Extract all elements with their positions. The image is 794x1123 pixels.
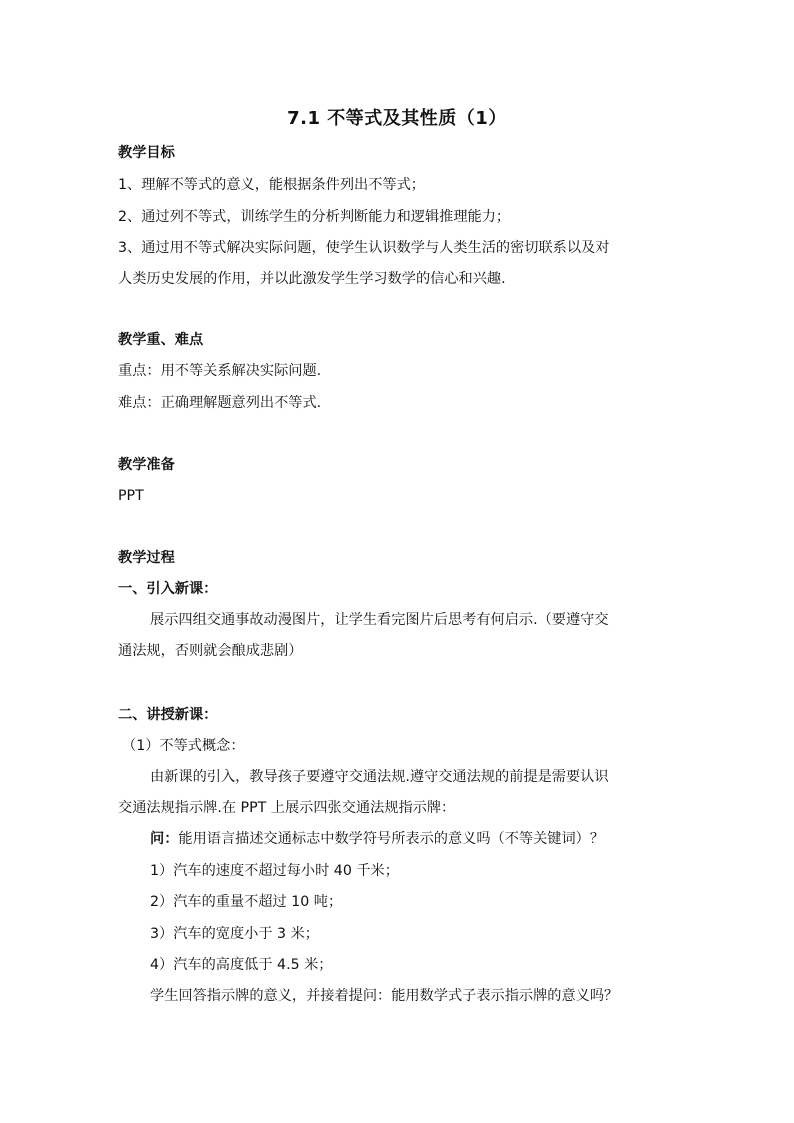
preparation-content: PPT (118, 488, 144, 504)
intro-heading: 一、引入新课： (118, 581, 218, 597)
objective-item: 3、通过用不等式解决实际问题，使学生认识数学与人类生活的密切联系以及对 (118, 240, 610, 256)
sign-item: 4）汽车的高度低于 4.5 米； (150, 957, 333, 973)
preparation-heading: 教学准备 (118, 457, 175, 473)
objective-item: 2、通过列不等式，训练学生的分析判断能力和逻辑推理能力； (118, 209, 511, 225)
objective-item: 1、理解不等式的意义，能根据条件列出不等式； (118, 177, 425, 193)
sign-item: 2）汽车的重量不超过 10 吨； (150, 894, 343, 910)
key-point-difficulty: 难点：正确理解题意列出不等式. (118, 395, 322, 411)
key-points-heading: 教学重、难点 (118, 332, 204, 348)
concept-paragraph-continued: 交通法规指示牌.在 PPT 上展示四张交通法规指示牌： (118, 800, 456, 816)
sign-item: 3）汽车的宽度小于 3 米； (150, 926, 319, 942)
intro-paragraph-continued: 通法规，否则就会酿成悲剧） (118, 643, 303, 659)
objectives-heading: 教学目标 (118, 145, 175, 161)
intro-paragraph: 展示四组交通事故动漫图片，让学生看完图片后思考有何启示.（要遵守交 (150, 612, 609, 628)
sign-item: 1）汽车的速度不超过每小时 40 千米； (150, 863, 399, 879)
question-line (150, 829, 604, 849)
concept-heading: （1）不等式概念： (122, 738, 245, 754)
concept-paragraph: 由新课的引入，教导孩子要遵守交通法规.遵守交通法规的前提是需要认识 (150, 769, 609, 785)
closing-question: 学生回答指示牌的意义，并接着提问：能用数学式子表示指示牌的意义吗？ (150, 988, 619, 1004)
question-label: 问： (150, 831, 179, 847)
new-lesson-heading: 二、讲授新课： (118, 707, 218, 723)
document-title: 7.1 不等式及其性质（1） (287, 108, 507, 129)
question-text: 能用语言描述交通标志中数学符号所表示的意义吗（不等关键词）？ (178, 831, 605, 847)
process-heading: 教学过程 (118, 550, 175, 566)
key-point-focus: 重点：用不等关系解决实际问题. (118, 363, 322, 379)
objective-item-continued: 人类历史发展的作用，并以此激发学生学习数学的信心和兴趣. (118, 271, 506, 287)
